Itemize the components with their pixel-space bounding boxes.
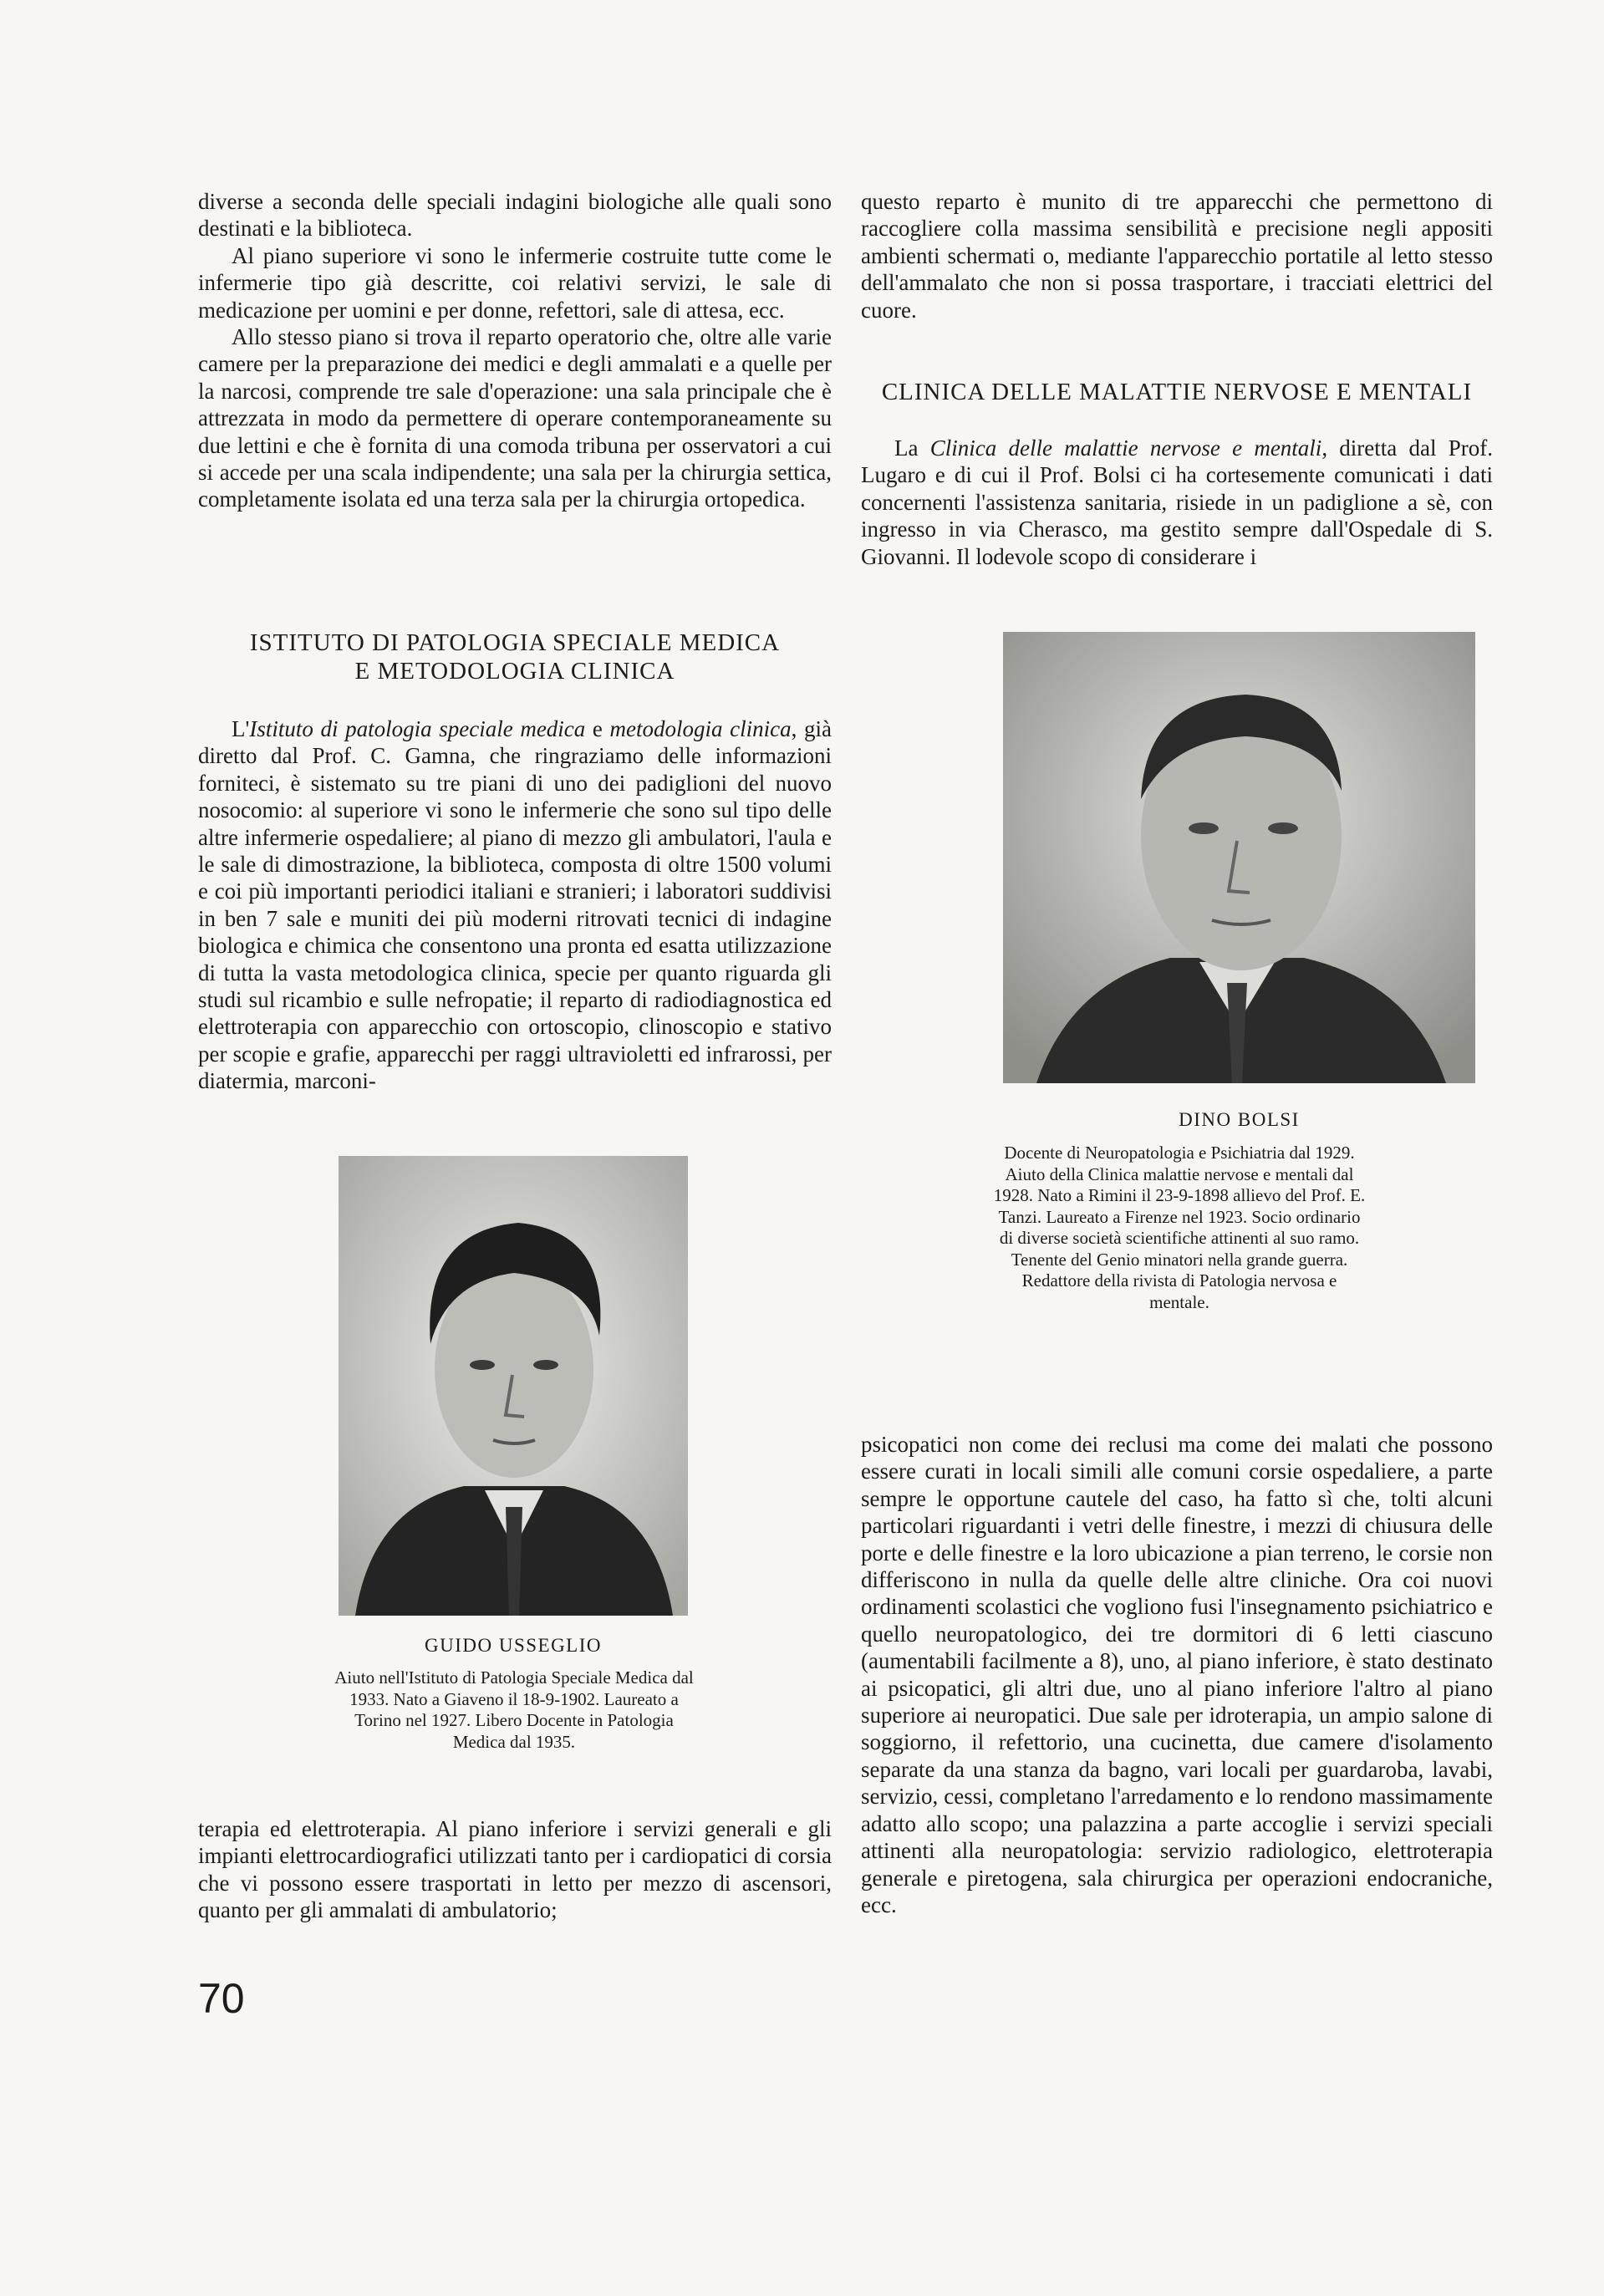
clinica-intro-text [861,435,1493,570]
caption-bolsi: Docente di Neuropatologia e Psichiatria dal 1929. Aiuto della Clinica malattie nervose e mentali dal 1928. Nato a Rimini il 23-9-1898 allievo del Prof. E. Tanzi. Laureato a Firenze nel 1923. Socio ordinario di diverse società scientifiche attinenti al suo ramo. Tenente del Genio minatori nella grande guerra. Redattore della rivista di Patologia nervosa e mentale. [993,1143,1366,1312]
paragraph: psicopatici non come dei reclusi ma come dei malati che possono essere curati in locali simili alle comuni corsie ospedaliere, a parte sempre le opportune cautele del caso, ha fatto sì che, tolti alcuni particolari riguardanti i vetri delle finestre, i mezzi di chiusura delle porte e delle finestre e la loro ubicazione a pian terreno, le corsie non differiscono in nulla da quelle delle altre cliniche. Ora coi nuovi ordinamenti scolastici che vogliono fusi l'insegnamento psichiatrico e quello neuropatologico, dei tre dormitori di 6 letti ciascuno (aumentabili facilmente a 8), uno, al piano inferiore, è stato destinato ai psicopatici, gli altri due, uno al piano inferiore l'altro al piano superiore ai neuropatici. Due sale per idroterapia, un ampio salone di soggiorno, il refettorio, una cucinetta, due camere d'isolamento separate da una stanza da bagno, vari locali per guardaroba, lavabi, servizio, cessi, completano l'arredamento e lo rendono massimamente adatto allo scopo; una palazzina a parte accoglie i servizi speciali attinenti alla neuropatologia: servizio radiologico, elettroterapia generale e piretogena, sala chirurgica per operazioni endocraniche, ecc. [861,1432,1493,1917]
paragraph: terapia ed elettroterapia. Al piano inferiore i servizi generali e gli impianti elettrocardiografici utilizzati tanto per i cardiopatici di corsia che vi possono essere trasportati in letto per mezzo di ascensori, quanto per gli ammalati di ambulatorio; [198,1816,832,1923]
page-number: 70 [198,1975,245,2022]
istituto-text [198,715,832,1095]
left-top-text [198,188,832,513]
left-bottom-text [198,1815,832,1924]
portrait-photo-usseglio [339,1156,688,1616]
section-heading-istituto: ISTITUTO DI PATOLOGIA SPECIALE MEDICA E METODOLOGIA CLINICA [249,629,781,685]
paragraph: questo reparto è munito di tre apparecchi che permettono di raccogliere colla massima sensibilità e precisione negli appositi ambienti schermati o, mediante l'apparecchio portatile al letto stesso dell'ammalato che non si possa trasportare, i tracciati elettrici del cuore. [861,189,1493,323]
right-bottom-text [861,1431,1493,1918]
paragraph: Al piano superiore vi sono le infermerie costruite tutte come le infermerie tipo già descritte, coi relativi servizi, le sale di medicazione per uomini e per donne, refettori, sale di attesa, ecc. [198,242,832,323]
right-top-text [861,188,1493,323]
paragraph: diverse a seconda delle speciali indagini biologiche alle quali sono destinati e la biblioteca. [198,189,832,242]
paragraph: Allo stesso piano si trova il reparto operatorio che, oltre alle varie camere per la preparazione dei medici e degli ammalati e a quelle per la narcosi, comprende tre sale d'operazione: una sala principale che è attrezzata in modo da permettere di operare contemporaneamente su due lettini e che è fornita di una comoda tribuna per osservatori a cui si accede per una scala indipendente; una sala per la chirurgia settica, completamente isolata ed una terza sala per la chirurgia ortopedica. [198,324,832,512]
paragraph: L'Istituto di patologia speciale medica e metodologia clinica, già diretto dal Prof. C. Gamna, che ringraziamo delle informazioni forniteci, è sistemato su tre piani di uno dei padiglioni del nuovo nosocomio: al superiore vi sono le infermerie che sono sul tipo delle altre infermerie ospedaliere; al piano di mezzo gli ambulatori, l'aula e le sale di dimostrazione, la biblioteca, composta di oltre 1500 volumi e coi più importanti periodici italiani e stranieri; i laboratori suddivisi in ben 7 sale e muniti dei più moderni ritrovati tecnici di indagine biologica e chimica che consentono una pronta ed esatta utilizzazione di tutta la vasta metodologica clinica, specie per quanto riguarda gli studi sul ricambio e sulle nefropatie; il reparto di radiodiagnostica ed elettroterapia con apparecchio con ortoscopio, clinoscopio e stativo per scopie e grafie, apparecchi per raggi ultravioletti ed infrarossi, per diatermia, marconi- [198,716,832,1094]
caption-usseglio: Aiuto nell'Istituto di Patologia Speciale Medica dal 1933. Nato a Giaveno il 18-9-1902. Laureato a Torino nel 1927. Libero Docente in Patologia Medica dal 1935. [334,1667,694,1752]
caption-name-bolsi: DINO BOLSI [1179,1109,1300,1130]
portrait-photo-bolsi [1003,632,1475,1083]
caption-name-usseglio: GUIDO USSEGLIO [424,1635,603,1656]
section-heading-clinica: CLINICA DELLE MALATTIE NERVOSE E MENTALI [881,379,1473,405]
paragraph: La Clinica delle malattie nervose e mentali, diretta dal Prof. Lugaro e di cui il Prof. Bolsi ci ha cortesemente comunicati i dati concernenti l'assistenza sanitaria, risiede in un padiglione a sè, con ingresso in via Cherasco, ma gestito sempre dall'Ospedale di S. Giovanni. Il lodevole scopo di considerare i [861,435,1493,569]
